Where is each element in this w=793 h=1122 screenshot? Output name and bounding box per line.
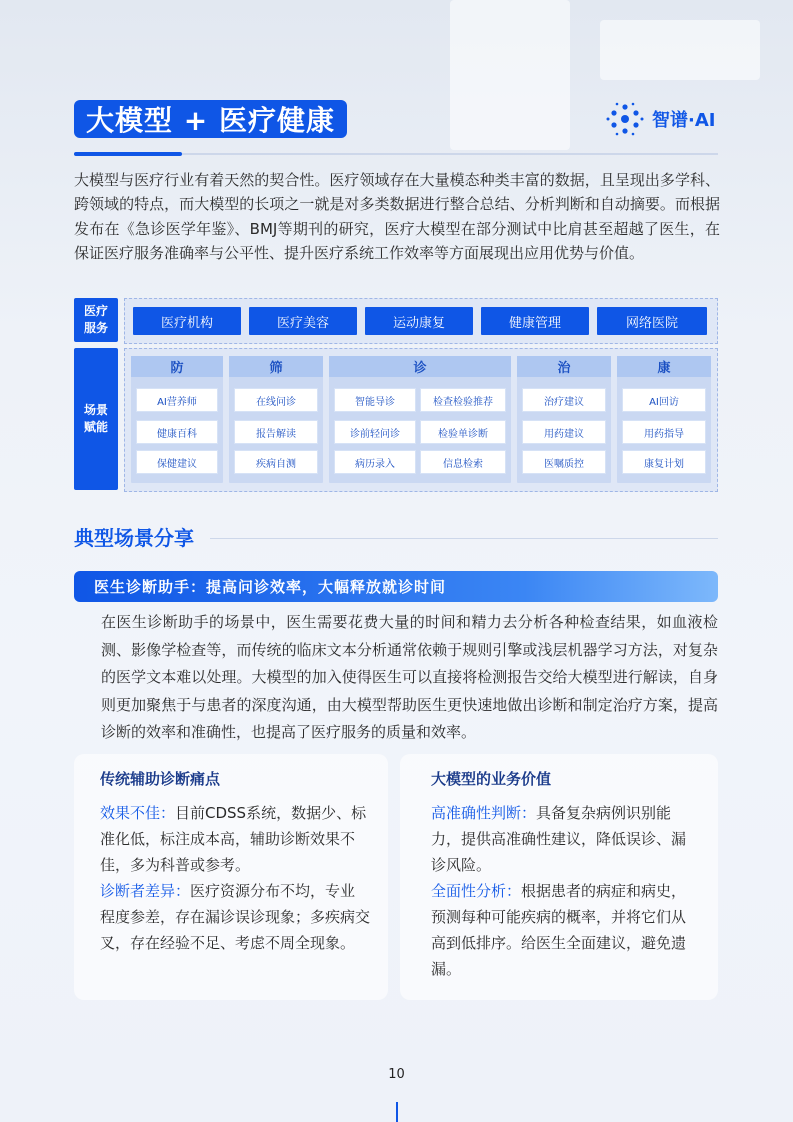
point-text: 医疗资源分布不均，专业程度参差，存在漏诊误诊现象；多疾病交叉，存在经验不足、考虑不周全现象。 [100,882,371,952]
business-value-card [400,754,718,1000]
page-number: 10 [388,1067,405,1082]
scenario-chip: 疾病自测 [235,451,317,473]
header-divider-accent [74,152,182,156]
column-head: 诊 [329,356,511,377]
case-banner [74,571,718,602]
scenario-chip: 保健建议 [137,451,217,473]
card-body [100,800,370,956]
point-keyword: 全面性分析： [431,882,522,900]
scenario-chip: AI回访 [623,389,705,411]
point-keyword: 诊断者差异： [100,882,191,900]
column-head: 防 [131,356,223,377]
scenario-chip: 治疗建议 [523,389,605,411]
background-decoration [600,20,760,80]
scenario-chip: 信息检索 [421,451,505,473]
intro-paragraph: 大模型与医疗行业有着天然的契合性。医疗领域存在大量模态种类丰富的数据，且呈现出多学科、跨领域的特点，而大模型的长项之一就是对多类数据进行整合总结、分析判断和自动摘要。而根据发布在《急诊医学年鉴》、BMJ等期刊的研究，医疗大模型在部分测试中比肩甚至超越了医生，在保证医疗服务准确率与公平性、提升医疗系统工作效率等方面展现出应用优势与价值。 [74,171,720,262]
scene-row [124,348,718,492]
point-keyword: 效果不佳： [100,804,176,822]
background-decoration [450,0,570,150]
brand-logo [606,102,715,136]
scenario-chip: 诊前轻问诊 [335,421,415,443]
scenario-chip: 在线问诊 [235,389,317,411]
scenario-chip: 用药指导 [623,421,705,443]
scenario-chip: 健康百科 [137,421,217,443]
service-item: 健康管理 [481,307,589,335]
scenario-chip: 医嘱质控 [523,451,605,473]
section-title: 典型场景分享 [74,526,194,550]
column-rehab [617,356,711,483]
scenario-chip: 检查检验推荐 [421,389,505,411]
case-paragraph: 在医生诊断助手的场景中，医生需要花费大量的时间和精力去分析各种检查结果，如血液检测、影像学检查等，而传统的临床文本分析通常依赖于规则引擎或浅层机器学习方法，对复杂的医学文本难以处理。大模型的加入使得医生可以直接将检测报告交给大模型进行解读，自身则更加聚焦于与患者的深度沟通，由大模型帮助医生更快速地做出诊断和制定治疗方案，提高诊断的效率和准确性，也提高了医疗服务的质量和效率。 [101,613,718,741]
point-text: 目前CDSS系统，数据少、标准化低，标注成本高，辅助诊断效果不佳，多为科普或参考。 [100,804,367,874]
page-title: 大模型 + 医疗健康 [86,104,335,137]
header-divider [74,153,718,155]
scenario-chip: 用药建议 [523,421,605,443]
column-treat [517,356,611,483]
service-item: 网络医院 [597,307,707,335]
column-head: 筛 [229,356,323,377]
column-prevent [131,356,223,483]
point-text: 具备复杂病例识别能力，提供高准确性建议，降低误诊、漏诊风险。 [431,804,687,874]
scenario-chip: 智能导诊 [335,389,415,411]
scenario-chip: AI营养师 [137,389,217,411]
section-divider [210,538,718,539]
service-item: 运动康复 [365,307,473,335]
service-row-label: 医疗 服务 [74,298,118,342]
scenario-chip: 康复计划 [623,451,705,473]
pain-points-card [74,754,388,1000]
card-body [431,800,693,982]
scene-row-label: 场景 赋能 [74,348,118,490]
service-row [124,298,718,344]
column-screen [229,356,323,483]
brand-dots-icon [606,102,644,136]
card-title: 传统辅助诊断痛点 [100,770,221,788]
point-text: 根据患者的病症和病史，预测每种可能疾病的概率，并将它们从高到低排序。给医生全面建议，避免遗漏。 [431,882,687,978]
service-item: 医疗机构 [133,307,241,335]
scenario-chip: 报告解读 [235,421,317,443]
card-title: 大模型的业务价值 [431,770,552,788]
case-banner-text: 医生诊断助手：提高问诊效率，大幅释放就诊时间 [94,578,447,596]
page-number-marker [396,1102,398,1122]
scenario-chip: 病历录入 [335,451,415,473]
scenario-chip: 检验单诊断 [421,421,505,443]
point-keyword: 高准确性判断： [431,804,537,822]
service-item: 医疗美容 [249,307,357,335]
column-diagnose [329,356,511,483]
column-head: 康 [617,356,711,377]
brand-name: 智谱·AI [652,110,716,131]
column-head: 治 [517,356,611,377]
page-title-banner [74,100,347,138]
